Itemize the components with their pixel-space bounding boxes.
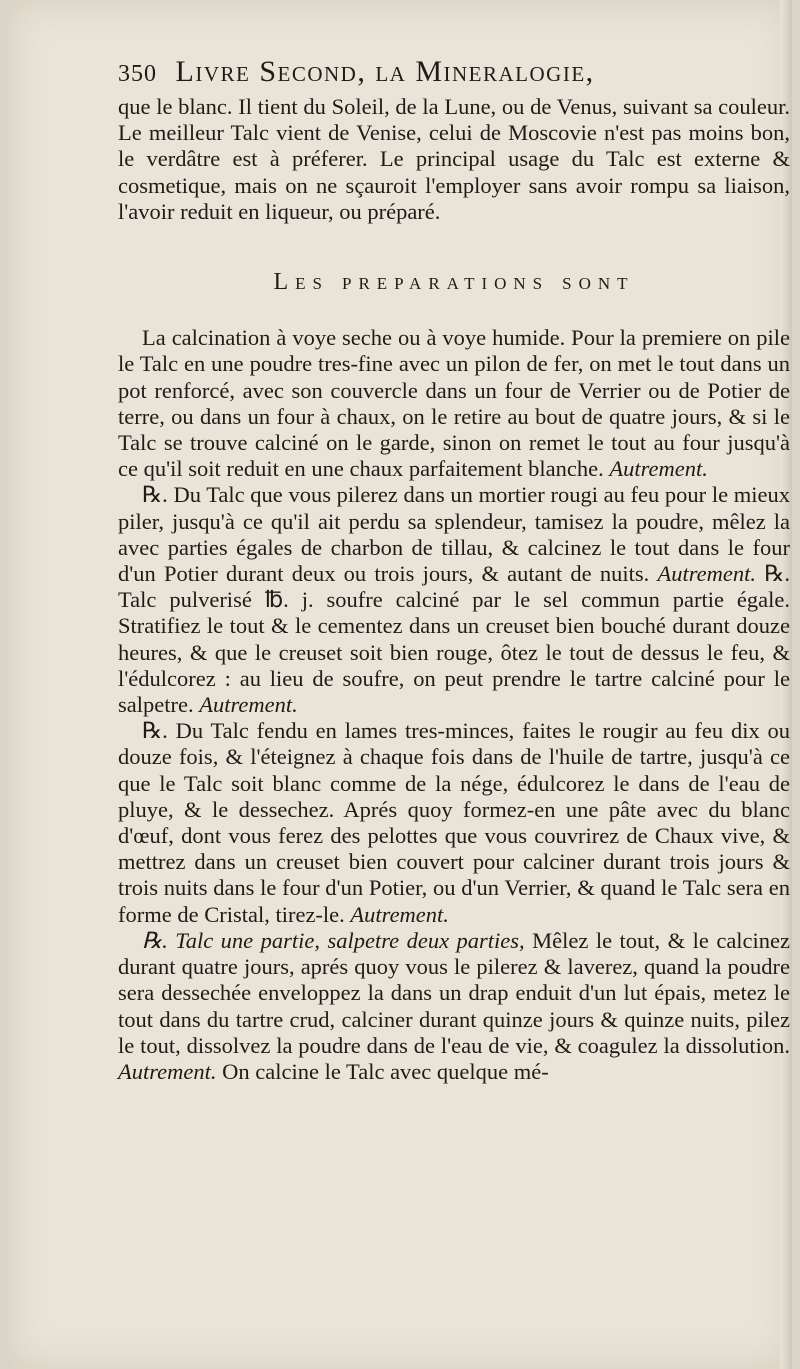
running-title: Livre Second, la Mineralogie, <box>175 55 595 88</box>
paragraph-2-text: ℞. Du Talc que vous pilerez dans un mortier rougi au feu pour le mieux piler, jusqu'à ce qu'il ait perdu sa splendeur, tamisez la poudre, mêlez la avec parties égales de charbon de tillau, & calcinez le tout dans le four d'un Potier durant deux ou trois jours, & autant de nuits. <box>118 482 790 587</box>
paragraph-2-mid: Autrement. <box>657 561 756 587</box>
intro-paragraph: que le blanc. Il tient du Soleil, de la Lune, ou de Venus, suivant sa couleur. Le meilleur Talc vient de Venise, celui de Moscovie n'est pas moins bon, le verdâtre est à préferer. Le principal usage du Talc est externe & cosmetique, mais on ne sçauroit l'employer sans avoir rompu sa liaison, l'avoir reduit en liqueur, ou préparé. <box>118 94 790 224</box>
paragraph-1-text: La calcination à voye seche ou à voye humide. Pour la premiere on pile le Talc en une poudre tres-fine avec un pilon de fer, on met le tout dans un pot renforcé, avec son couvercle dans un four de Verrier ou de Potier de terre, ou dans un four à chaux, on le retire au bout de quatre jours, & si le Talc se trouve calciné on le garde, sinon on remet le tout au four jusqu'à ce qu'il soit reduit en une chaux parfaitement blanche. <box>118 325 790 482</box>
book-page <box>8 0 792 1369</box>
paragraph-1 <box>118 325 790 482</box>
paragraph-4-lead: ℞. Talc une partie, salpetre deux parties, <box>142 927 525 953</box>
paragraph-4-text: Mêlez le tout, & le calcinez durant quatre jours, aprés quoy vous le pilerez & laverez, quand la poudre sera dessechée enveloppez la dans un drap enduit d'un lut épais, metez le tout dans du tartre crud, calciner durant quinze jours & quinze nuits, pilez le tout, dissolvez la poudre dans de l'eau de vie, & coagulez la dissolution. <box>118 927 791 1058</box>
page-content <box>118 52 790 1085</box>
paragraph-1-tail: Autrement. <box>609 456 708 482</box>
paragraph-3-text: ℞. Du Talc fendu en lames tres-minces, faites le rougir au feu dix ou douze fois, & l'éteignez à chaque fois dans de l'huile de tartre, jusqu'à ce que le Talc soit blanc comme de la nége, édulcorez le dans de l'eau de pluye, & le dessechez. Aprés quoy formez-en une pâte avec du blanc d'œuf, dont vous ferez des pelottes que vous couvrirez de Chaux vive, & mettrez dans un creuset bien couvert pour calciner durant trois jours & trois nuits dans le four d'un Potier, ou d'un Verrier, & quand le Talc sera en forme de Cristal, tirez-le. <box>118 718 790 927</box>
paragraph-2-tail: Autrement. <box>199 692 298 718</box>
paragraph-2-text2: ℞. Talc pulverisé ℔. j. soufre calciné par le sel commun partie égale. Stratifiez le tout & le cementez dans un creuset bien bouché durant douze heures, & que le creuset soit bien rouge, ôtez le tout de dessus le feu, & l'édulcorez : au lieu de soufre, on peut prendre le tartre calciné pour le salpetre. <box>118 561 791 718</box>
paragraph-3 <box>118 718 790 928</box>
page-number: 350 <box>118 61 157 87</box>
paragraph-4 <box>118 928 790 1085</box>
paragraph-4-mid: Autrement. <box>118 1058 217 1084</box>
section-heading: Les preparations sont <box>273 269 635 296</box>
paragraph-3-tail: Autrement. <box>350 901 449 927</box>
running-head <box>118 52 790 94</box>
paragraph-2 <box>118 482 790 718</box>
paragraph-4-text2: On calcine le Talc avec quelque mé- <box>222 1058 549 1084</box>
